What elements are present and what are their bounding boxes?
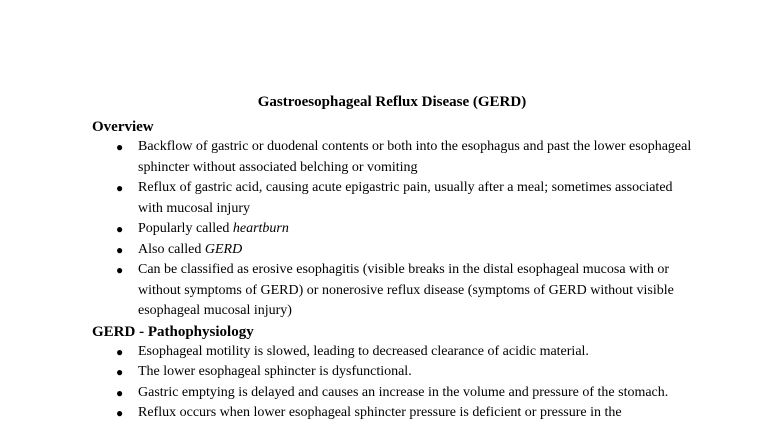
- bullet-icon: ●: [116, 263, 124, 277]
- list-item: [92, 137, 692, 178]
- bullet-icon: ●: [116, 140, 124, 154]
- list-item-text: Gastric emptying is delayed and causes an increase in the volume and pressure of the stomach.: [138, 384, 669, 400]
- bullet-list: [92, 137, 692, 322]
- list-item-text: The lower esophageal sphincter is dysfunctional.: [138, 364, 412, 379]
- bullet-icon: ●: [116, 181, 124, 195]
- list-item-text: Can be classified as erosive esophagitis (visible breaks in the distal esophageal mucosa with or without symptoms of GERD) or nonerosive reflux disease (symptoms of GERD without visible esophageal mucosal injury): [138, 262, 674, 318]
- section-overview: [92, 117, 692, 322]
- list-item-text: Reflux of gastric acid, causing acute epigastric pain, usually after a meal; sometimes associated with mucosal injury: [138, 180, 673, 216]
- section-pathophysiology: [92, 322, 692, 424]
- bullet-icon: ●: [116, 222, 124, 236]
- section-heading: Overview: [92, 119, 154, 135]
- document-body: [92, 117, 692, 424]
- bullet-list: [92, 342, 692, 424]
- list-item: [92, 362, 692, 383]
- list-item-text: Esophageal motility is slowed, leading to decreased clearance of acidic material.: [138, 343, 589, 359]
- document-title: Gastroesophageal Reflux Disease (GERD): [257, 94, 527, 110]
- list-item-text: Popularly called: [138, 221, 233, 236]
- list-item: [92, 240, 692, 261]
- bullet-icon: ●: [116, 344, 124, 359]
- bullet-icon: ●: [116, 365, 124, 379]
- list-item: [92, 178, 692, 219]
- list-item: [92, 219, 692, 240]
- list-item: [92, 403, 692, 424]
- section-heading: GERD - Pathophysiology: [92, 323, 254, 340]
- list-item-italic-term: heartburn: [232, 221, 289, 236]
- bullet-icon: ●: [116, 385, 124, 400]
- list-item-text: Reflux occurs when lower esophageal sphincter pressure is deficient or pressure in the: [138, 405, 622, 420]
- list-item-text: Backflow of gastric or duodenal contents or both into the esophagus and past the lower esophageal sphincter without associated belching or vomiting: [138, 139, 692, 175]
- bullet-icon: ●: [116, 242, 124, 257]
- list-item: [92, 260, 692, 322]
- list-item-italic-term: GERD: [204, 241, 243, 257]
- list-item: [92, 342, 692, 363]
- bullet-icon: ●: [116, 406, 124, 420]
- list-item-text: Also called: [138, 241, 205, 257]
- list-item: [92, 383, 692, 404]
